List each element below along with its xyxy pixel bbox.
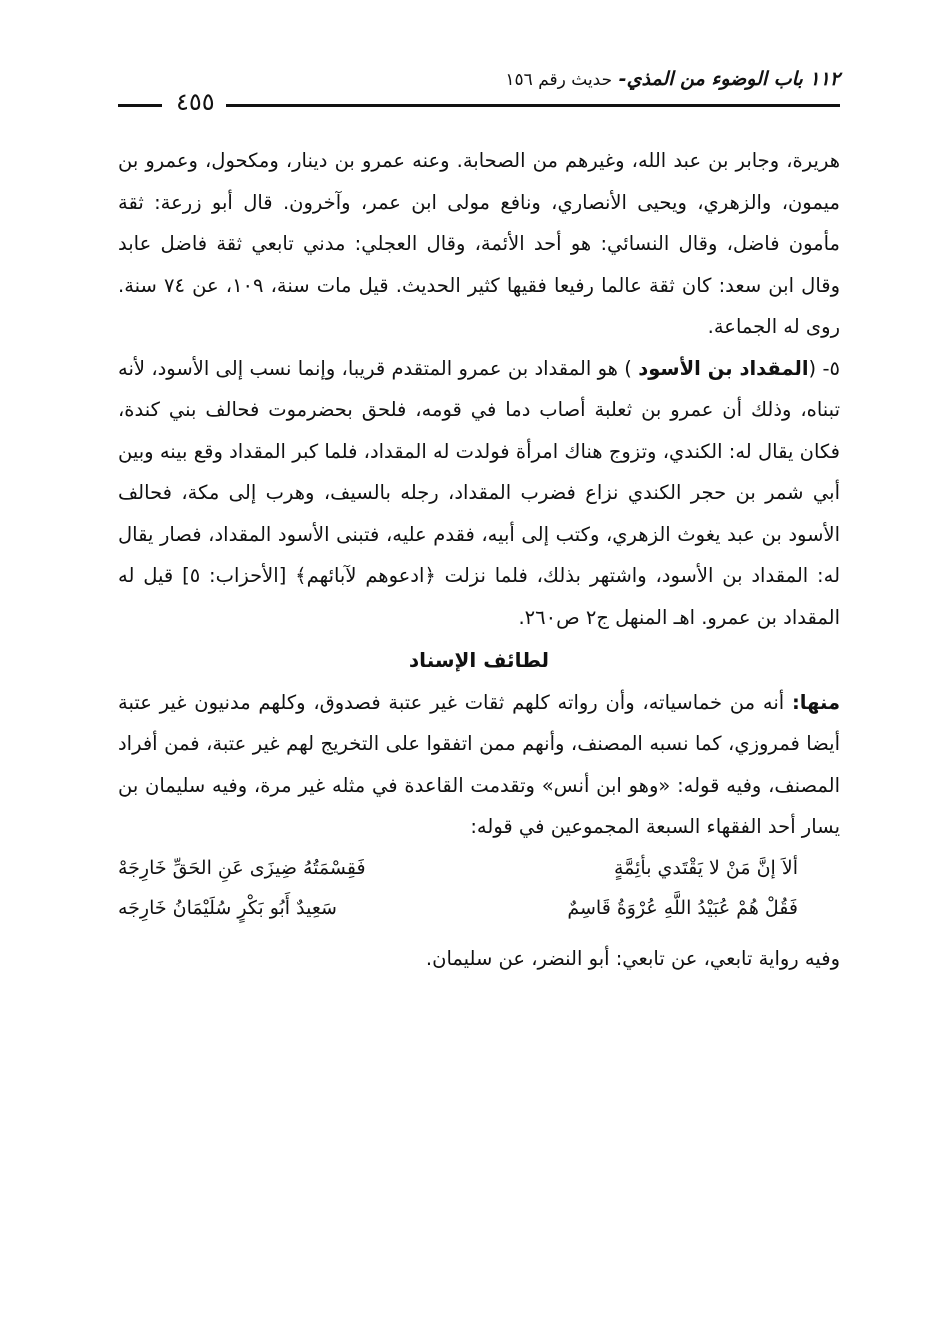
verse-second-half: سَعِيدٌ أَبُو بَكْرٍ سُلَيْمَانُ خَارِجَه [118,896,337,919]
paragraph-closing: وفيه رواية تابعي، عن تابعي: أبو النضر، عن سليمان. [425,946,840,970]
verse-first-half: ألاَ إنَّ مَنْ لا يَقْتَدي بأئِمَّةٍ [613,856,798,879]
poem-verse [118,888,840,928]
header-rule [226,104,840,107]
poem [118,848,840,928]
page-body [118,140,840,979]
hadith-reference: حديث رقم ١٥٦ [505,70,613,90]
paragraph-narrator-bio: هريرة، وجابر بن عبد الله، وغيرهم من الصحابة. وعنه عمرو بن دينار، ومكحول، وعمرو بن ميمون، والزهري، ويحيى الأنصاري، ونافع مولى ابن عمر، وآخرون. قال أبو زرعة: ثقة مأمون فاضل، وقال النسائي: هو أحد الأئمة، وقال العجلي: مدني تابعي ثقة فاضل عابد وقال ابن سعد: كان ثقة عالما رفيعا فقيها كثير الحديث. قيل مات سنة، ١٠٩، عن ٧٤ سنة. روى له الجماعة. [118,149,840,338]
page-header [118,68,840,126]
paragraph-miqdad-text: ) هو المقداد بن عمرو المتقدم قريبا، وإنما نسب إلى الأسود، لأنه تبناه، وذلك أن عمرو بن ثعلبة أصاب دما في قومه، فلحق بحضرموت فحالف بني كندة، فكان يقال له: الكندي، وتزوج هناك امرأة فولدت له المقداد، فلما كبر المقداد وقع بينه وبين أبي شمر بن حجر الكندي نزاع فضرب المقداد، رجله بالسيف، وهرب إلى مكة، فحالف الأسود بن عبد يغوث الزهري، وكتب إلى أبيه، فقدم عليه، فتبنى الأسود المقداد، فصار يقال له: المقداد بن الأسود، واشتهر بذلك، فلما نزلت ﴿ادعوهم لآبائهم﴾ [الأحزاب: ٥] قيل له المقداد بن عمرو. اهـ المنهل ج٢ ص٢٦٠. [118,356,841,629]
chapter-title: ١١٢ باب الوضوء من المذي- [618,68,840,90]
note-number: ٥- ( [808,356,840,380]
header-rule-left [118,104,162,107]
section-heading: لطائف الإسناد [408,648,550,672]
paragraph-isnad-notes [118,682,840,848]
running-head [505,68,840,90]
paragraph-lead: منها: [791,690,841,714]
paragraph-miqdad [118,348,840,639]
page-number: ٤٥٥ [172,88,219,116]
poem-verse [118,848,840,888]
paragraph-isnad-text: أنه من خماسياته، وأن رواته كلهم ثقات غير عتبة فصدوق، وكلهم مدنيون غير عتبة أيضا فمروزي، كما نسبه المصنف، وأنهم ممن اتفقوا على التخريج لهم غير عتبة، فمن أفراد المصنف، وفيه قوله: «وهو ابن أنس» وتقدمت القاعدة في مثله غير مرة، وفيه سليمان بن يسار أحد الفقهاء السبعة المجموعين في قوله: [118,690,840,838]
narrator-name: المقداد بن الأسود [638,356,809,380]
verse-first-half: فَقُلْ هُمْ عُبَيْدُ اللَّهِ عُرْوَةُ قَاسِمٌ [567,896,798,919]
verse-second-half: فَقِسْمَتُهُ ضِيزَى عَنِ الحَقِّ خَارِجَهْ [118,856,366,879]
